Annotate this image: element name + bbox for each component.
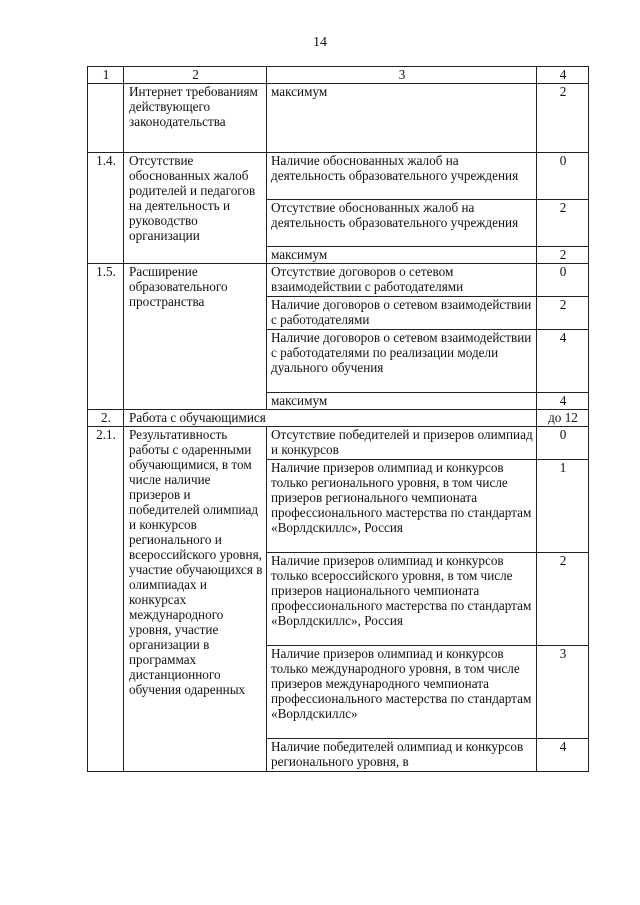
score-cell: 2 (537, 84, 589, 153)
indicator-cell: максимум (267, 393, 537, 410)
indicator-cell: Наличие призеров олимпиад и конкурсов только всероссийского уровня, в том числе призеров национального чемпионата профессионального мастерства по стандартам «Ворлдскиллс», Россия (267, 553, 537, 646)
criterion-cell: Результативность работы с одаренными обучающимися, в том числе наличие призеров и победителей олимпиад и конкурсов регионального и всероссийского уровня, участие обучающихся в олимпиадах и конкурсах международного уровня, участие организации в программах дистанционного обучения одаренных (124, 427, 267, 772)
criterion-cell: Интернет требованиям действующего законодательства (124, 84, 267, 153)
header-cell: 3 (267, 67, 537, 84)
table-row (88, 427, 589, 460)
row-number: 2.1. (88, 427, 124, 772)
score-cell: 0 (537, 264, 589, 297)
score-cell: 3 (537, 646, 589, 739)
row-number: 1.4. (88, 153, 124, 264)
score-cell: до 12 (537, 410, 589, 427)
score-cell: 4 (537, 393, 589, 410)
indicator-cell: Наличие договоров о сетевом взаимодействии с работодателями (267, 297, 537, 330)
section-title: Работа с обучающимися (124, 410, 537, 427)
score-cell: 2 (537, 247, 589, 264)
indicator-cell: Наличие победителей олимпиад и конкурсов регионального уровня, в (267, 739, 537, 772)
criterion-cell: Расширение образовательного пространства (124, 264, 267, 410)
indicator-cell: Наличие договоров о сетевом взаимодействии с работодателями по реализации модели дуального обучения (267, 330, 537, 393)
indicator-cell: Наличие призеров олимпиад и конкурсов только международного уровня, в том числе призеров международного чемпионата профессионального мастерства по стандартам «Ворлдскиллс» (267, 646, 537, 739)
indicator-cell: максимум (267, 247, 537, 264)
header-cell: 1 (88, 67, 124, 84)
score-cell: 2 (537, 200, 589, 247)
score-cell: 4 (537, 330, 589, 393)
score-cell: 2 (537, 297, 589, 330)
score-cell: 4 (537, 739, 589, 772)
indicator-cell: Отсутствие победителей и призеров олимпиад и конкурсов (267, 427, 537, 460)
indicator-cell: Отсутствие договоров о сетевом взаимодействии с работодателями (267, 264, 537, 297)
indicator-cell: Отсутствие обоснованных жалоб на деятельность образовательного учреждения (267, 200, 537, 247)
criterion-cell: Отсутствие обоснованных жалоб родителей и педагогов на деятельность и руководство организации (124, 153, 267, 264)
criteria-table (87, 66, 589, 772)
section-row (88, 410, 589, 427)
row-number: 2. (88, 410, 124, 427)
indicator-cell: Наличие призеров олимпиад и конкурсов только регионального уровня, в том числе призеров регионального чемпионата профессионального мастерства по стандартам «Ворлдскиллс», Россия (267, 460, 537, 553)
indicator-cell: Наличие обоснованных жалоб на деятельность образовательного учреждения (267, 153, 537, 200)
score-cell: 0 (537, 427, 589, 460)
table-row (88, 84, 589, 153)
header-cell: 2 (124, 67, 267, 84)
row-number (88, 84, 124, 153)
score-cell: 0 (537, 153, 589, 200)
table-row (88, 153, 589, 200)
page-number: 14 (313, 35, 327, 50)
header-cell: 4 (537, 67, 589, 84)
table-header-row (88, 67, 589, 84)
score-cell: 1 (537, 460, 589, 553)
row-number: 1.5. (88, 264, 124, 410)
table-row (88, 264, 589, 297)
indicator-cell: максимум (267, 84, 537, 153)
score-cell: 2 (537, 553, 589, 646)
